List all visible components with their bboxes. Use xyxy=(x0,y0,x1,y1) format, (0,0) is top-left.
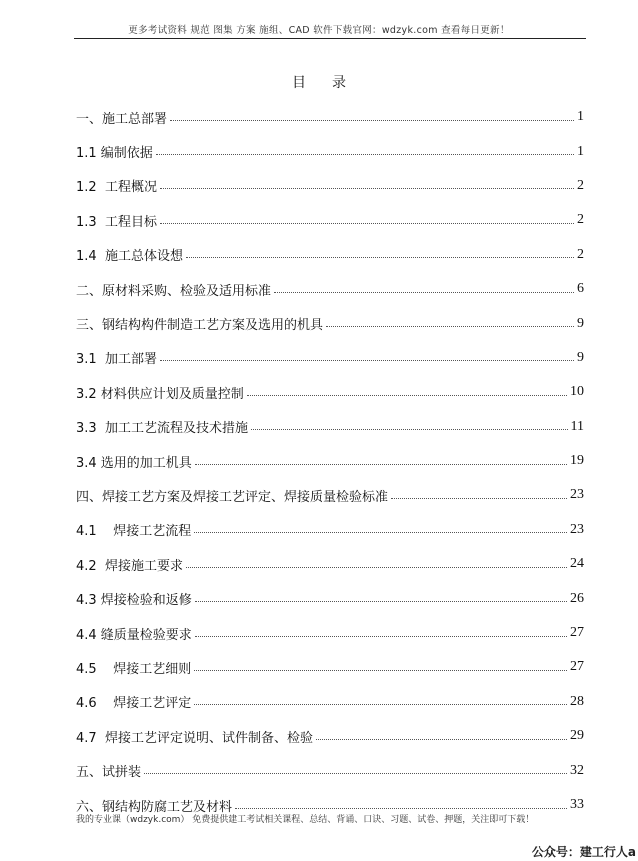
toc-entry-page: 23 xyxy=(570,521,584,537)
toc-entry[interactable] xyxy=(76,753,584,787)
toc-entry-label: 五、试拼装 xyxy=(76,765,142,781)
toc-entry-page: 33 xyxy=(570,797,584,812)
toc-entry-page: 1 xyxy=(577,143,584,159)
toc-entry-label: 4.2 焊接施工要求 xyxy=(76,558,183,574)
toc-entry[interactable] xyxy=(76,341,584,375)
watermark: 公众号：建工行人a xyxy=(531,845,636,859)
toc-entry[interactable] xyxy=(76,513,584,547)
toc-entry-page: 2 xyxy=(577,177,584,193)
page-footer: 我的专业课（wdzyk.com） 免费提供建工考试相关课程、总结、背诵、口诀、习题、试卷、押题，关注即可下载！ xyxy=(76,815,535,825)
toc-entry-label: 1.1 编制依据 xyxy=(76,146,153,162)
toc-entry-label: 六、钢结构防腐工艺及材料 xyxy=(76,799,233,815)
toc-entry-page: 2 xyxy=(577,212,584,228)
toc-entry[interactable] xyxy=(76,306,584,340)
toc-leader-dots xyxy=(194,532,567,533)
toc-entry-page: 6 xyxy=(577,281,584,297)
toc-leader-dots xyxy=(186,257,574,258)
toc-entry-label: 4.7 焊接工艺评定说明、试件制备、检验 xyxy=(76,730,313,746)
toc-entry-page: 9 xyxy=(577,349,584,365)
toc-entry-label: 4.5 焊接工艺细则 xyxy=(76,661,192,677)
toc-entry-label: 3.3 加工工艺流程及技术措施 xyxy=(76,421,248,437)
toc-entry[interactable] xyxy=(76,238,584,272)
toc-entry-page: 27 xyxy=(570,659,584,675)
toc-entry[interactable] xyxy=(76,272,584,306)
toc-entry[interactable] xyxy=(76,478,584,512)
toc-entry-page: 19 xyxy=(570,453,584,469)
toc-entry-page: 28 xyxy=(570,693,584,709)
toc-entry[interactable] xyxy=(76,581,584,615)
toc-entry-label: 4.1 焊接工艺流程 xyxy=(76,524,192,540)
toc-entry-label: 1.2 工程概况 xyxy=(76,180,157,196)
toc-leader-dots xyxy=(156,154,574,155)
toc-entry-page: 1 xyxy=(577,109,584,125)
toc-entry-page: 2 xyxy=(577,246,584,262)
toc-leader-dots xyxy=(247,395,567,396)
toc-entry-label: 4.4 缝质量检验要求 xyxy=(76,627,192,643)
toc-entry[interactable] xyxy=(76,100,584,134)
toc-entry[interactable] xyxy=(76,203,584,237)
toc-entry-label: 3.4 选用的加工机具 xyxy=(76,455,192,471)
toc-entry-page: 23 xyxy=(570,487,584,503)
toc-leader-dots xyxy=(195,464,567,465)
toc-entry[interactable] xyxy=(76,375,584,409)
header-rule xyxy=(74,38,586,39)
toc-entry[interactable] xyxy=(76,650,584,684)
toc-leader-dots xyxy=(195,601,567,602)
toc-leader-dots xyxy=(274,292,574,293)
toc-entry-label: 三、钢结构构件制造工艺方案及选用的机具 xyxy=(76,318,324,334)
toc-leader-dots xyxy=(391,498,567,499)
toc-entry-page: 27 xyxy=(570,625,584,641)
toc-entry-page: 32 xyxy=(570,762,584,778)
toc-leader-dots xyxy=(186,567,567,568)
toc-entry-label: 4.3 焊接检验和返修 xyxy=(76,593,192,609)
toc-leader-dots xyxy=(160,360,574,361)
toc-entry[interactable] xyxy=(76,685,584,719)
toc-entry[interactable] xyxy=(76,134,584,168)
toc-entry[interactable] xyxy=(76,169,584,203)
toc-leader-dots xyxy=(194,670,567,671)
toc-title: 目录 xyxy=(292,75,372,91)
toc-leader-dots xyxy=(160,188,574,189)
toc-leader-dots xyxy=(195,636,567,637)
toc-leader-dots xyxy=(316,739,567,740)
toc-leader-dots xyxy=(144,773,567,774)
toc-entry-label: 一、施工总部署 xyxy=(76,111,168,127)
toc-leader-dots xyxy=(326,326,574,327)
page-header: 更多考试资料 规范 图集 方案 施组、CAD 软件下载官网：wdzyk.com 查看每日更新！ xyxy=(128,25,510,36)
toc-entry-label: 3.1 加工部署 xyxy=(76,352,157,368)
toc-entry[interactable] xyxy=(76,444,584,478)
toc-entry-label: 1.4 施工总体设想 xyxy=(76,249,183,265)
toc-entry-page: 9 xyxy=(577,315,584,331)
table-of-contents xyxy=(76,100,584,822)
toc-leader-dots xyxy=(170,120,574,121)
toc-entry[interactable] xyxy=(76,616,584,650)
toc-entry-label: 3.2 材料供应计划及质量控制 xyxy=(76,386,244,402)
toc-entry-label: 四、焊接工艺方案及焊接工艺评定、焊接质量检验标准 xyxy=(76,489,389,505)
toc-entry-page: 10 xyxy=(570,384,584,400)
toc-leader-dots xyxy=(194,704,567,705)
toc-entry-page: 11 xyxy=(570,418,584,434)
toc-leader-dots xyxy=(251,429,568,430)
toc-entry[interactable] xyxy=(76,547,584,581)
toc-entry[interactable] xyxy=(76,410,584,444)
toc-leader-dots xyxy=(160,223,574,224)
toc-entry-page: 29 xyxy=(570,728,584,744)
toc-entry-page: 26 xyxy=(570,590,584,606)
toc-entry-page: 24 xyxy=(570,556,584,572)
toc-entry-label: 二、原材料采购、检验及适用标准 xyxy=(76,283,272,299)
toc-entry-label: 1.3 工程目标 xyxy=(76,214,157,230)
toc-leader-dots xyxy=(235,808,567,809)
toc-entry-label: 4.6 焊接工艺评定 xyxy=(76,696,192,712)
toc-entry[interactable] xyxy=(76,719,584,753)
